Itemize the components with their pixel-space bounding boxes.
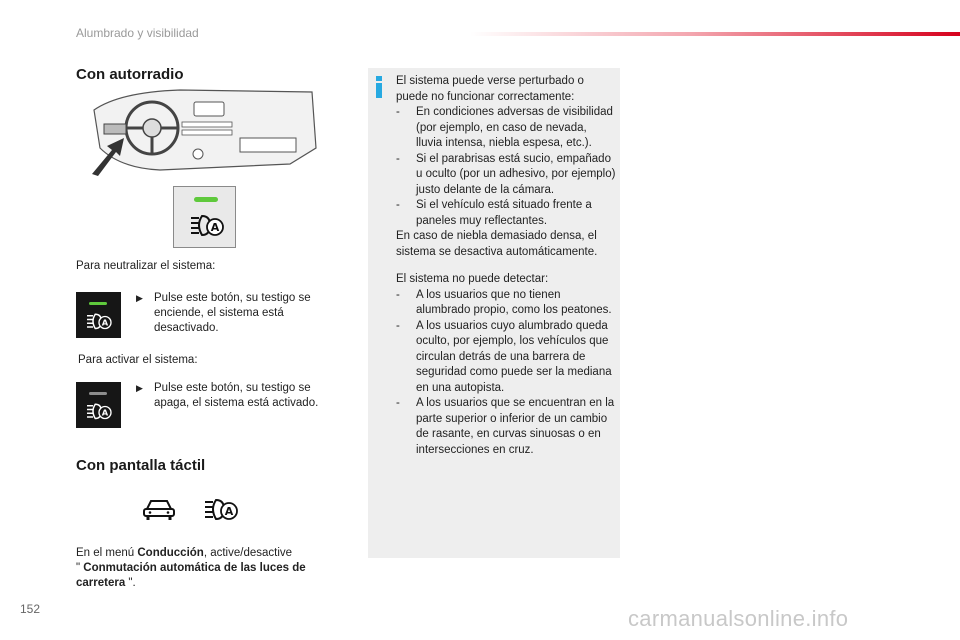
led-on-indicator: [89, 302, 107, 305]
svg-text:A: A: [101, 317, 109, 328]
touchscreen-instruction: En el menú Conducción, active/desactive " Conmutación automática de las luces de carretera ".: [76, 547, 306, 589]
auto-high-beam-icon: [86, 312, 112, 330]
svg-text:A: A: [101, 407, 109, 418]
option-name: Conmutación automática de las luces de carretera: [76, 562, 306, 589]
list-item: - En condiciones adversas de visibilidad (por ejemplo, en caso de nevada, lluvia intensa, niebla espesa, etc.).: [396, 106, 613, 149]
neutralize-bullet: [136, 291, 336, 336]
list-item: - A los usuarios cuyo alumbrado queda oculto, por ejemplo, los vehículos que circulan detrás de una barrera de seguridad como puede ser la mediana en una autopista.: [396, 319, 612, 394]
neutralize-bullet-text: Pulse este botón, su testigo se enciende, el sistema está desactivado.: [154, 292, 311, 334]
svg-text:A: A: [224, 505, 234, 518]
button-led-on-illustration: [76, 292, 121, 338]
detect-intro: El sistema no puede detectar:: [396, 273, 549, 285]
activate-bullet-text: Pulse este botón, su testigo se apaga, el sistema está activado.: [154, 382, 319, 409]
button-led-off-illustration: [76, 382, 121, 428]
auto-high-beam-icon: [86, 402, 112, 420]
auto-high-beam-icon: [190, 213, 224, 237]
auto-high-beam-icon: [204, 497, 238, 521]
running-header: Alumbrado y visibilidad: [76, 26, 199, 40]
bullet-arrow-icon: ▶: [136, 293, 143, 303]
info-box: [368, 68, 620, 558]
watermark: carmanualsonline.info: [628, 606, 849, 631]
bullet-arrow-icon: ▶: [136, 383, 143, 393]
section-title-pantalla: Con pantalla táctil: [76, 457, 206, 474]
svg-text:A: A: [210, 221, 220, 234]
car-icon: [142, 497, 176, 521]
page-number: 152: [20, 602, 41, 616]
activate-bullet: [136, 381, 336, 411]
dashboard-illustration: [90, 88, 318, 178]
neutralize-instruction: Para neutralizar el sistema:: [76, 260, 216, 272]
list-item: - A los usuarios que se encuentran en la parte superior o inferior de un cambio de rasante, en curvas sinuosas o en intersecciones en cruz.: [396, 397, 615, 456]
list-item: - Si el vehículo está situado frente a paneles muy reflectantes.: [396, 199, 592, 227]
list-item: - Si el parabrisas está sucio, empañado u oculto (por un adhesivo, por ejemplo) justo delante de la cámara.: [396, 152, 616, 196]
led-off-indicator: [89, 392, 107, 395]
info-intro: El sistema puede verse perturbado o puede no funcionar correctamente:: [396, 75, 584, 103]
list-item: - A los usuarios que no tienen alumbrado propio, como los peatones.: [396, 288, 612, 316]
info-icon: [374, 76, 384, 98]
auto-high-beam-button-illustration: [173, 186, 236, 248]
fog-note: En caso de niebla demasiado densa, el sistema se desactiva automáticamente.: [396, 230, 598, 258]
activate-instruction: Para activar el sistema:: [78, 354, 198, 366]
led-on-indicator: [194, 197, 218, 202]
section-title-autorradio: Con autorradio: [76, 66, 184, 83]
header-accent-line: [470, 32, 960, 36]
menu-name: Conducción: [137, 547, 204, 559]
